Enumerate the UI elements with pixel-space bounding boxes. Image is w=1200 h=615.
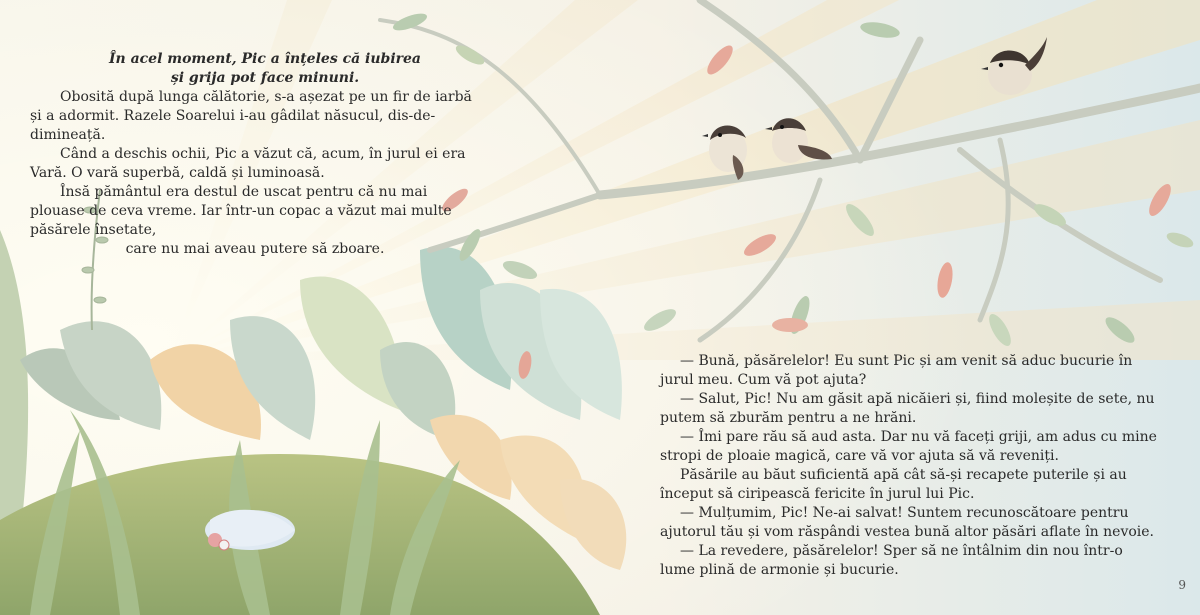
paragraph-last-line: care nu mai aveau putere să zboare. (125, 241, 385, 257)
paragraph: Obosită după lunga călătorie, s-a așezat pe un fir de iarbă și a adormit. Razele Soarelui i-au gâdilat năsucul, dis-de-dimineață. (30, 89, 472, 143)
paragraph: Când a deschis ochii, Pic a văzut că, acum, în jurul ei era Vară. O vară superbă, caldă și luminoasă. (30, 146, 466, 181)
dialogue-line: — Salut, Pic! Nu am găsit apă nicăieri și, fiind moleșite de sete, nu putem să zburăm pentru a ne hrăni. (660, 391, 1155, 426)
dialogue-line: — La revedere, păsărelelor! Sper să ne întâlnim din nou într-o lume plină de armonie și bucurie. (660, 543, 1123, 578)
title-line-1: În acel moment, Pic a înțeles că iubirea (108, 51, 422, 67)
left-text-block (30, 50, 480, 259)
title-line-2: și grija pot face minuni. (170, 70, 360, 86)
pic-character (205, 510, 295, 550)
right-text-block (660, 352, 1160, 580)
dialogue-line: — Bună, păsărelelor! Eu sunt Pic și am venit să aduc bucurie în jurul meu. Cum vă pot ajuta? (660, 353, 1133, 388)
dialogue-line: — Îmi pare rău să aud asta. Dar nu vă faceți griji, am adus cu mine stropi de ploaie magică, care vă vor ajuta să vă reveniți. (660, 429, 1157, 464)
narration: Păsările au băut suficientă apă cât să-și recapete puterile și au început să ciripească fericite în jurul lui Pic. (660, 467, 1127, 502)
page-number: 9 (1178, 578, 1186, 592)
paragraph: Însă pământul era destul de uscat pentru că nu mai plouase de ceva vreme. Iar într-un copac a văzut mai multe păsărele însetate, (30, 184, 452, 238)
dialogue-line: — Mulțumim, Pic! Ne-ai salvat! Suntem recunoscătoare pentru ajutorul tău și vom răspândi vestea bună altor păsări aflate în nevoie. (660, 505, 1154, 540)
